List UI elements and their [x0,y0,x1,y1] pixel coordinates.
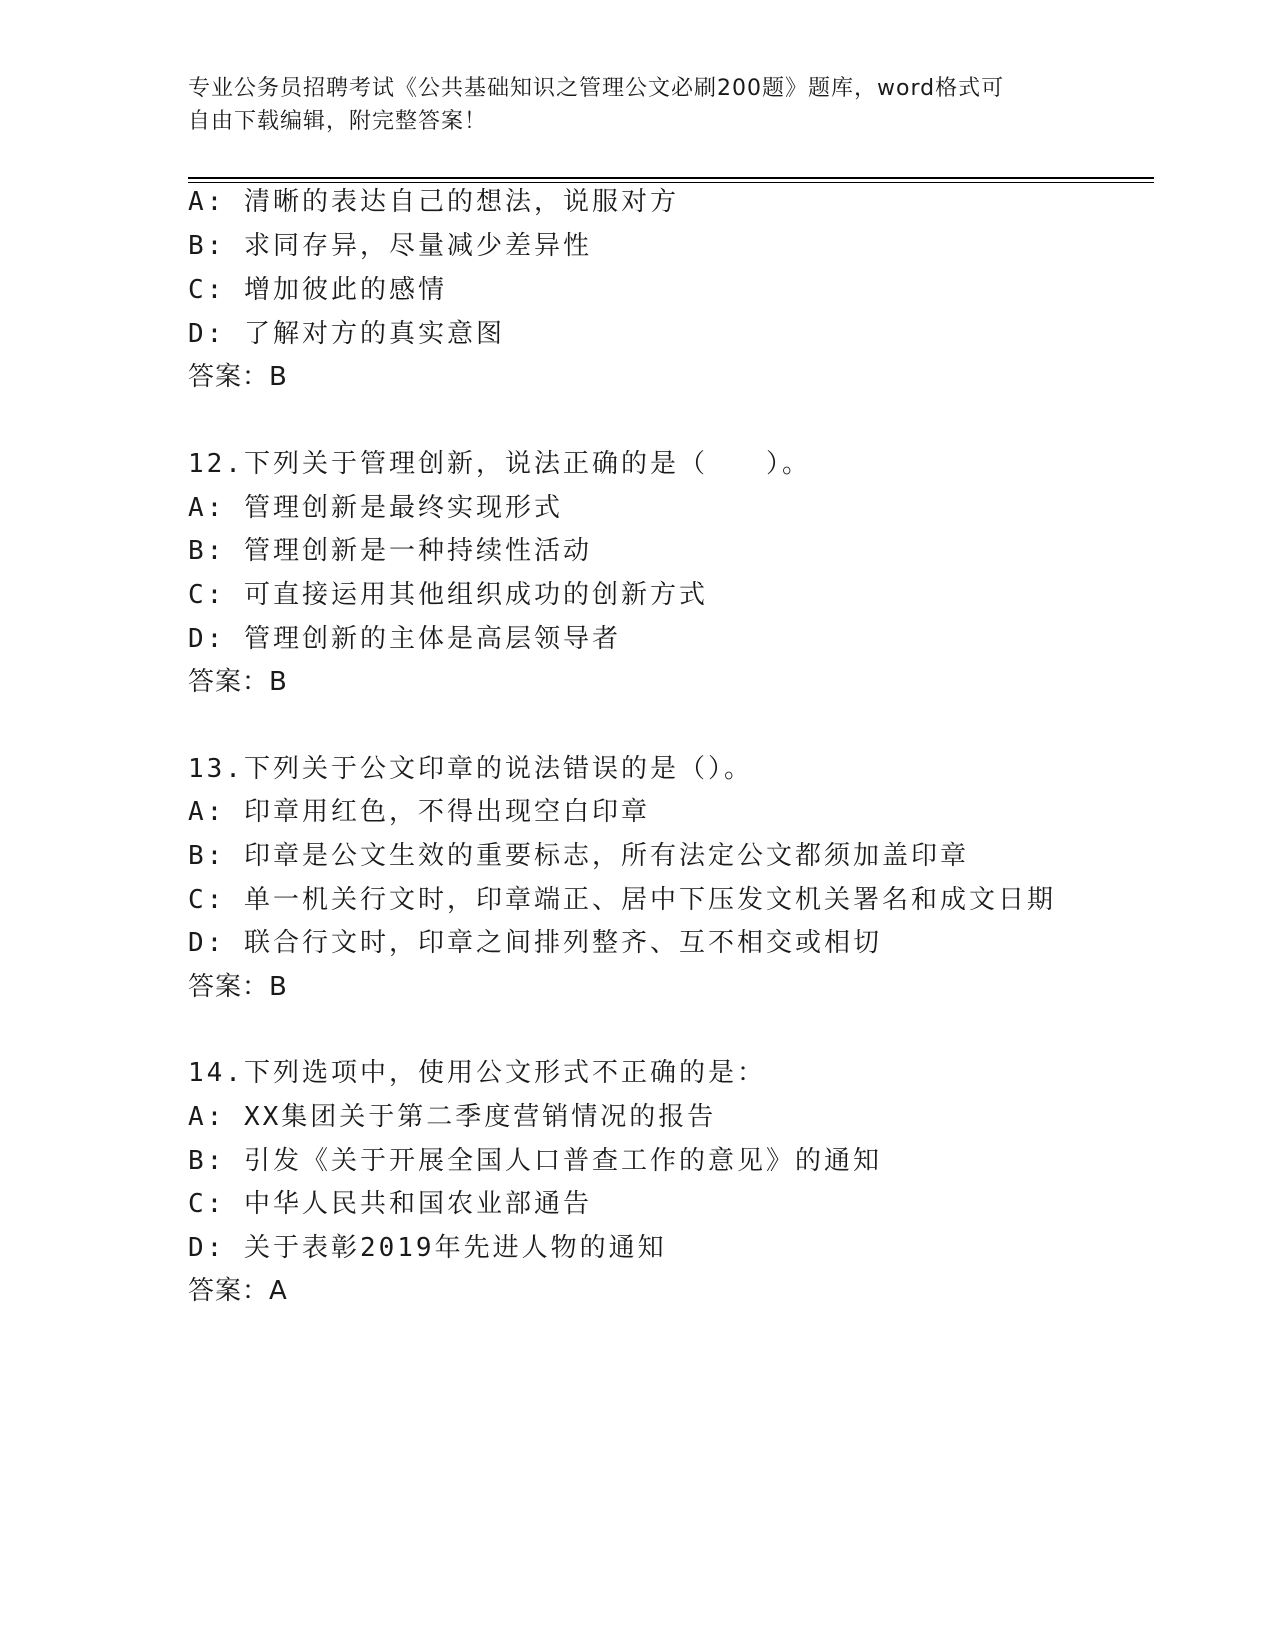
q14-option-d: D: 关于表彰2019年先进人物的通知 [188,1233,667,1263]
q11-answer: 答案：B [188,362,288,392]
q14-question: 14.下列选项中，使用公文形式不正确的是： [188,1058,766,1088]
header-line-2: 自由下载编辑，附完整答案！ [188,109,488,134]
header-rule-bottom [188,182,1154,183]
q12-option-c: C: 可直接运用其他组织成功的创新方式 [188,580,708,610]
q11-option-d: D: 了解对方的真实意图 [188,319,505,349]
q13-answer: 答案：B [188,972,288,1002]
q12-option-d: D: 管理创新的主体是高层领导者 [188,624,621,654]
header-rule-top [188,177,1154,179]
q13-option-c: C: 单一机关行文时，印章端正、居中下压发文机关署名和成文日期 [188,885,1056,915]
q13-option-b: B: 印章是公文生效的重要标志，所有法定公文都须加盖印章 [188,841,969,871]
document-header [188,72,1068,138]
q13-option-d: D: 联合行文时，印章之间排列整齐、互不相交或相切 [188,928,882,958]
header-line-1: 专业公务员招聘考试《公共基础知识之管理公文必刷200题》题库，word格式可 [188,76,1005,101]
q11-option-b: B: 求同存异，尽量减少差异性 [188,231,592,261]
q12-question: 12.下列关于管理创新，说法正确的是（ ）。 [188,449,811,479]
q12-option-a: A: 管理创新是最终实现形式 [188,493,563,523]
q14-option-b: B: 引发《关于开展全国人口普查工作的意见》的通知 [188,1146,882,1176]
q12-answer: 答案：B [188,667,288,697]
q11-option-a: A: 清晰的表达自己的想法，说服对方 [188,187,679,217]
q11-option-c: C: 增加彼此的感情 [188,275,447,305]
q13-option-a: A: 印章用红色，不得出现空白印章 [188,797,650,827]
q14-option-c: C: 中华人民共和国农业部通告 [188,1189,592,1219]
q14-option-a: A: XX集团关于第二季度营销情况的报告 [188,1102,717,1132]
q12-option-b: B: 管理创新是一种持续性活动 [188,536,592,566]
q13-question: 13.下列关于公文印章的说法错误的是（）。 [188,754,753,784]
q14-answer: 答案：A [188,1276,288,1306]
